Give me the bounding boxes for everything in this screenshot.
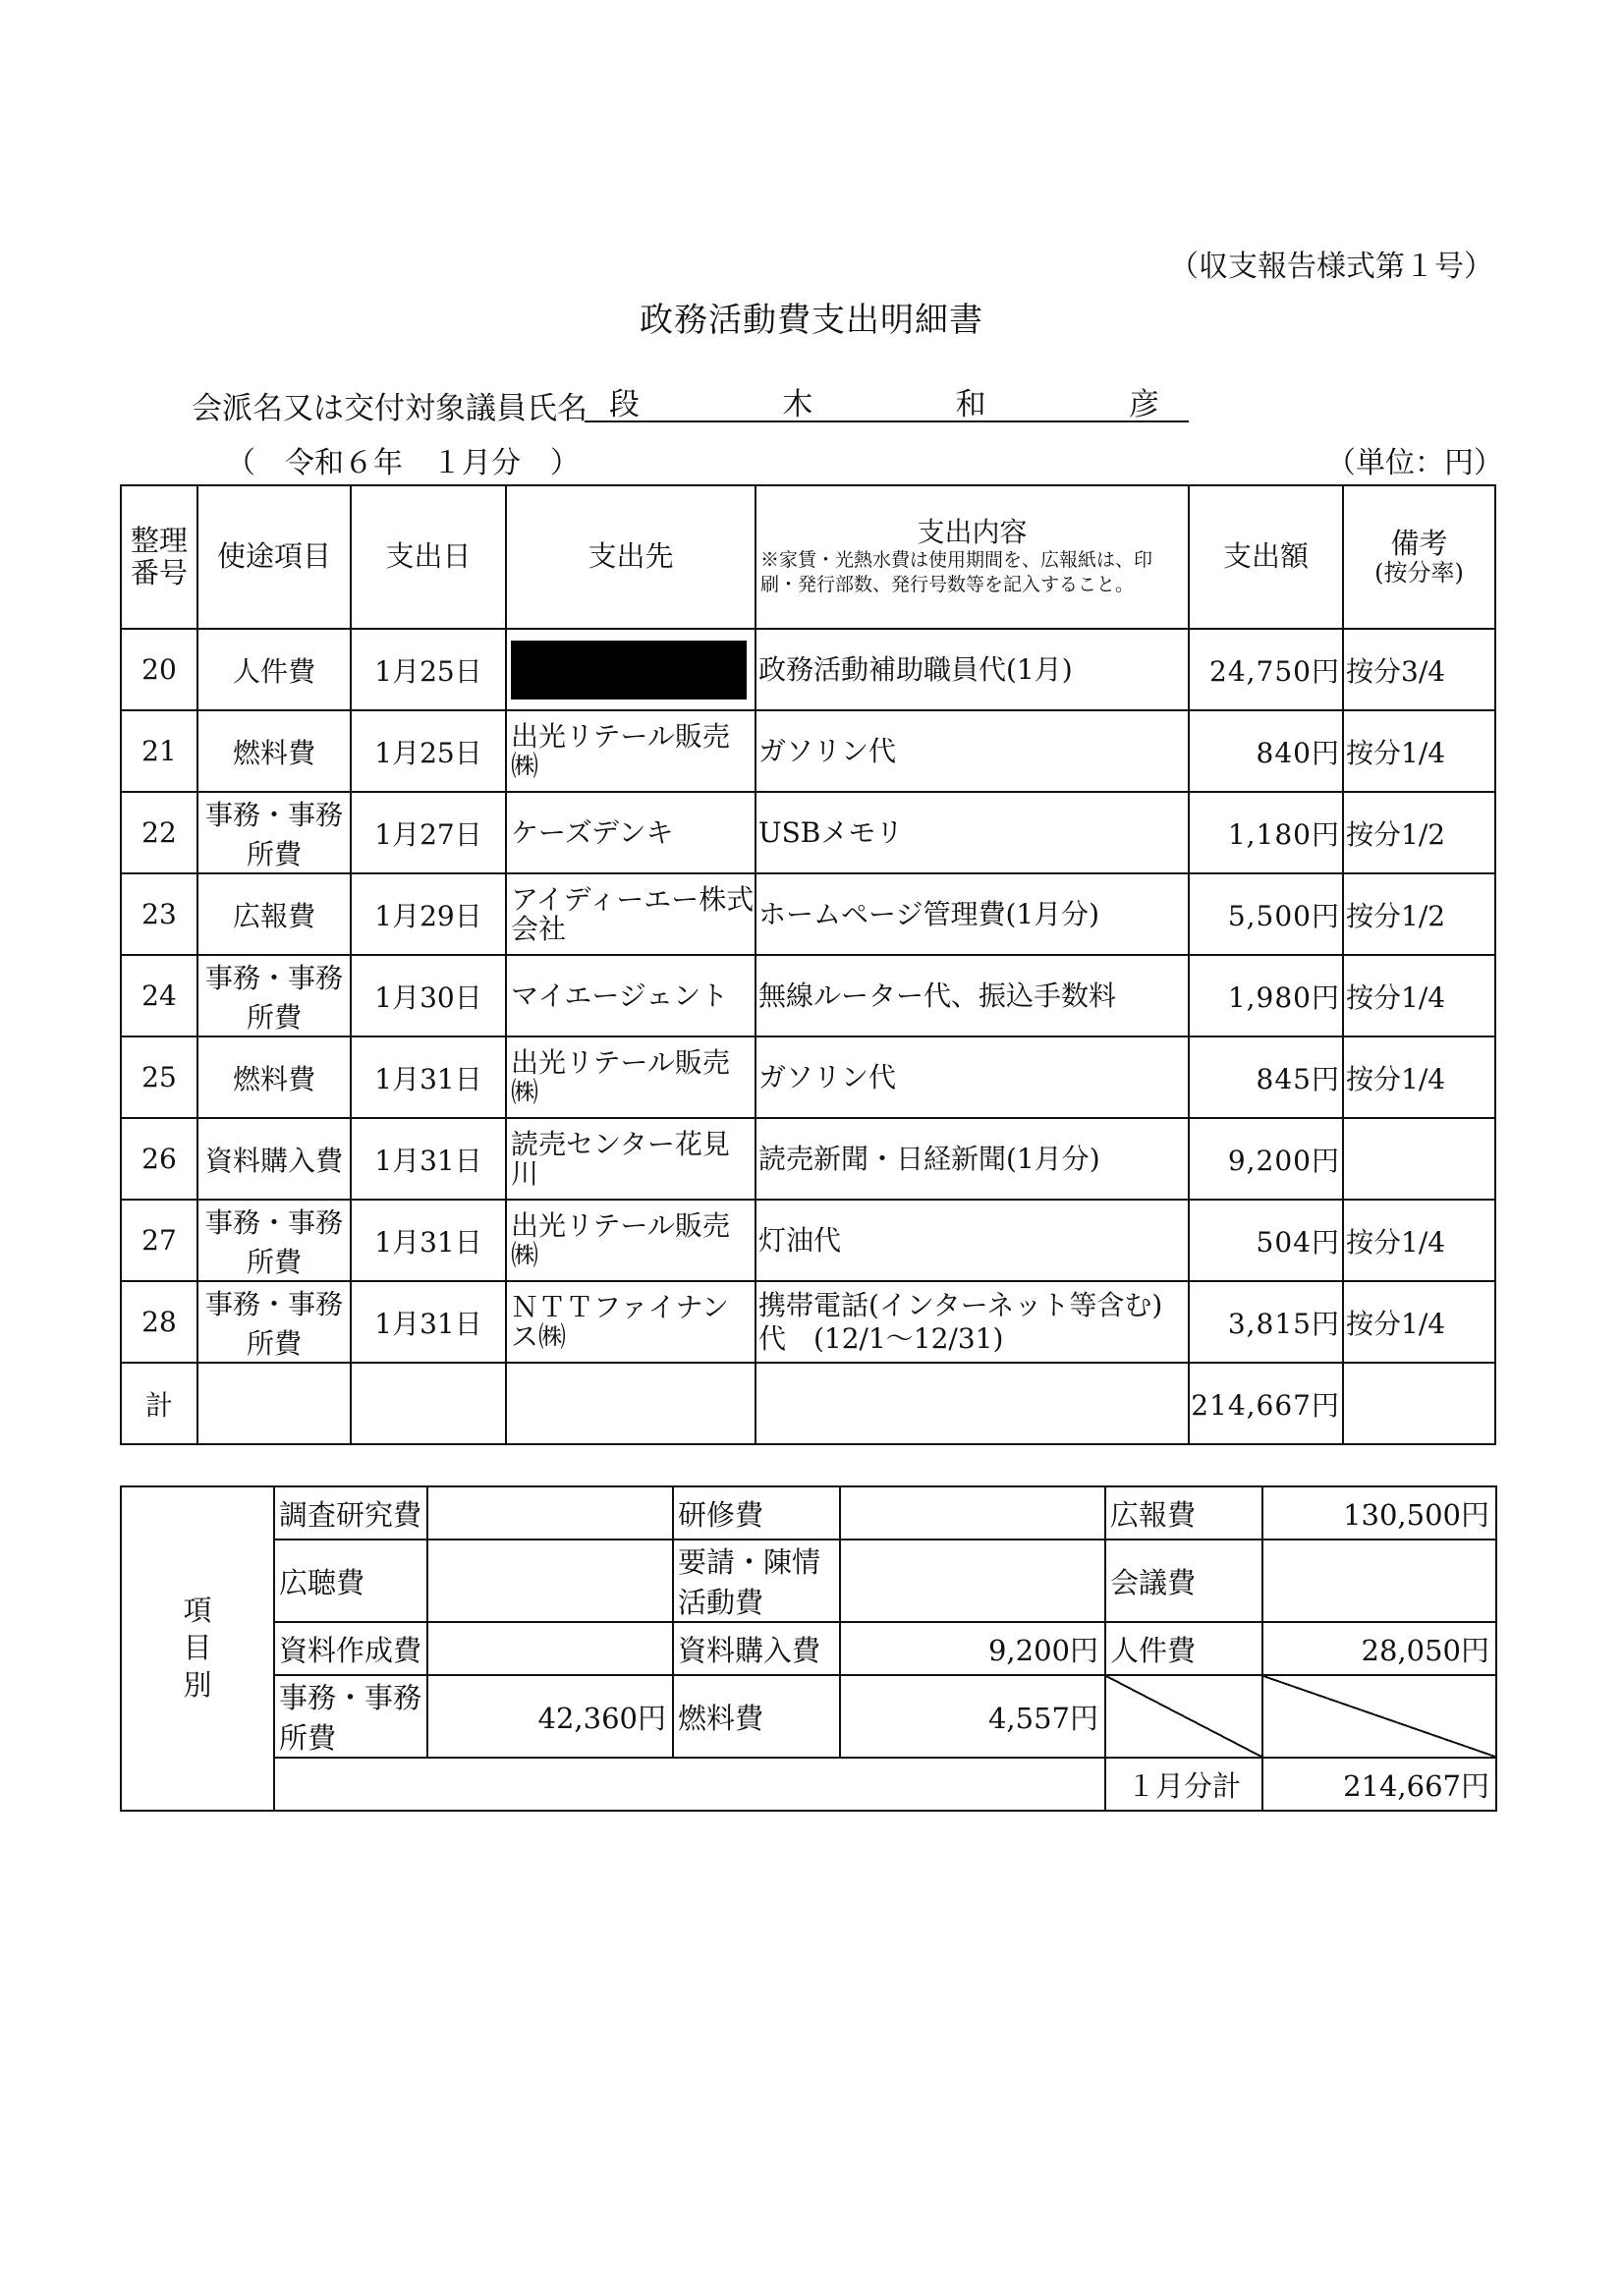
- row-description: 無線ルーター代、振込手数料: [756, 955, 1189, 1036]
- row-note: 按分1/2: [1343, 792, 1495, 873]
- summary-month-total-label: １月分計: [1105, 1758, 1262, 1811]
- row-amount: 5,500円: [1189, 873, 1343, 955]
- table-header-row: [121, 485, 1495, 629]
- member-name-char: 彦: [1128, 387, 1159, 422]
- row-item: 燃料費: [197, 1036, 351, 1118]
- total-empty: [1343, 1363, 1495, 1444]
- summary-label: 調査研究費: [274, 1486, 427, 1540]
- row-item: 事務・事務所費: [197, 1200, 351, 1281]
- row-item: 事務・事務所費: [197, 792, 351, 873]
- summary-row: [121, 1486, 1496, 1540]
- content-header-note: ※家賃・光熱水費は使用期間を、広報紙は、印刷・発行部数、発行号数等を記入すること。: [760, 549, 1153, 596]
- summary-diagonal-cell: [1105, 1675, 1262, 1758]
- summary-value: [840, 1486, 1105, 1540]
- table-row: [121, 1281, 1495, 1363]
- table-row: [121, 792, 1495, 873]
- summary-label: 事務・事務所費: [274, 1675, 427, 1758]
- row-note: [1343, 1118, 1495, 1200]
- row-payee: [506, 629, 756, 710]
- row-note: 按分1/4: [1343, 1200, 1495, 1281]
- row-number: 22: [121, 792, 197, 873]
- row-amount: 1,180円: [1189, 792, 1343, 873]
- row-item: 事務・事務所費: [197, 1281, 351, 1363]
- row-number: 20: [121, 629, 197, 710]
- row-payee: ＮＴＴファイナンス㈱: [506, 1281, 756, 1363]
- row-number: 21: [121, 710, 197, 792]
- summary-value: [840, 1540, 1105, 1622]
- row-payee: 読売センター花見川: [506, 1118, 756, 1200]
- row-description: ガソリン代: [756, 710, 1189, 792]
- summary-row: [121, 1540, 1496, 1622]
- report-period: （ 令和６年 １月分 ）: [226, 446, 580, 480]
- summary-label: 広聴費: [274, 1540, 427, 1622]
- page-title: 政務活動費支出明細書: [640, 301, 983, 340]
- row-description: 灯油代: [756, 1200, 1189, 1281]
- row-amount: 9,200円: [1189, 1118, 1343, 1200]
- summary-row: [121, 1622, 1496, 1675]
- member-name-char: 段: [609, 387, 640, 422]
- row-date: 1月31日: [351, 1036, 506, 1118]
- summary-heading: 項 目 別: [121, 1486, 274, 1811]
- table-row: [121, 1200, 1495, 1281]
- row-description: ガソリン代: [756, 1036, 1189, 1118]
- summary-value: 130,500円: [1262, 1486, 1496, 1540]
- form-number: （収支報告様式第１号）: [1169, 250, 1493, 284]
- row-date: 1月31日: [351, 1281, 506, 1363]
- col-header-content: [756, 485, 1189, 629]
- summary-month-total-value: 214,667円: [1262, 1758, 1496, 1811]
- row-note: 按分1/4: [1343, 955, 1495, 1036]
- summary-label: 要請・陳情活動費: [673, 1540, 840, 1622]
- row-number: 27: [121, 1200, 197, 1281]
- row-payee: 出光リテール販売㈱: [506, 1036, 756, 1118]
- total-label: 計: [121, 1363, 197, 1444]
- summary-row: [121, 1675, 1496, 1758]
- row-number: 24: [121, 955, 197, 1036]
- member-name-char: 木: [782, 387, 813, 422]
- row-note: 按分1/4: [1343, 1281, 1495, 1363]
- row-date: 1月31日: [351, 1200, 506, 1281]
- summary-row: [121, 1758, 1496, 1811]
- row-description: USBメモリ: [756, 792, 1189, 873]
- row-payee: 出光リテール販売㈱: [506, 710, 756, 792]
- total-amount: 214,667円: [1189, 1363, 1343, 1444]
- summary-value: 42,360円: [427, 1675, 673, 1758]
- summary-label: 燃料費: [673, 1675, 840, 1758]
- row-date: 1月29日: [351, 873, 506, 955]
- row-amount: 504円: [1189, 1200, 1343, 1281]
- row-description: 政務活動補助職員代(1月): [756, 629, 1189, 710]
- total-empty: [506, 1363, 756, 1444]
- summary-label: 広報費: [1105, 1486, 1262, 1540]
- summary-value: [427, 1486, 673, 1540]
- summary-label: 資料作成費: [274, 1622, 427, 1675]
- redaction-block: [511, 641, 747, 700]
- note-header-sub: (按分率): [1374, 558, 1464, 587]
- row-number: 23: [121, 873, 197, 955]
- row-payee: 出光リテール販売㈱: [506, 1200, 756, 1281]
- row-date: 1月31日: [351, 1118, 506, 1200]
- total-empty: [756, 1363, 1189, 1444]
- row-number: 26: [121, 1118, 197, 1200]
- col-header-note: [1343, 485, 1495, 629]
- summary-label: 資料購入費: [673, 1622, 840, 1675]
- summary-value: 4,557円: [840, 1675, 1105, 1758]
- row-description: 読売新聞・日経新聞(1月分): [756, 1118, 1189, 1200]
- member-name: [609, 379, 1159, 423]
- row-item: 資料購入費: [197, 1118, 351, 1200]
- row-item: 燃料費: [197, 710, 351, 792]
- row-note: 按分1/2: [1343, 873, 1495, 955]
- row-note: 按分1/4: [1343, 1036, 1495, 1118]
- row-payee: ケーズデンキ: [506, 792, 756, 873]
- row-date: 1月25日: [351, 710, 506, 792]
- col-header-no: 整理番号: [121, 485, 197, 629]
- row-note: 按分3/4: [1343, 629, 1495, 710]
- table-row: [121, 629, 1495, 710]
- col-header-payee: 支出先: [506, 485, 756, 629]
- table-row: [121, 1036, 1495, 1118]
- row-number: 28: [121, 1281, 197, 1363]
- table-row: [121, 955, 1495, 1036]
- row-amount: 1,980円: [1189, 955, 1343, 1036]
- total-empty: [197, 1363, 351, 1444]
- row-item: 広報費: [197, 873, 351, 955]
- summary-value: [427, 1622, 673, 1675]
- row-amount: 24,750円: [1189, 629, 1343, 710]
- row-amount: 840円: [1189, 710, 1343, 792]
- row-description: 携帯電話(インターネット等含む)代 (12/1～12/31): [756, 1281, 1189, 1363]
- row-description: ホームページ管理費(1月分): [756, 873, 1189, 955]
- row-payee: アイディーエー株式会社: [506, 873, 756, 955]
- unit-label: （単位：円）: [1326, 446, 1503, 480]
- member-label: 会派名又は交付対象議員氏名: [192, 391, 588, 426]
- col-header-date: 支出日: [351, 485, 506, 629]
- row-item: 事務・事務所費: [197, 955, 351, 1036]
- summary-value: [1262, 1540, 1496, 1622]
- summary-label: 研修費: [673, 1486, 840, 1540]
- table-row: [121, 710, 1495, 792]
- summary-empty: [274, 1758, 1105, 1811]
- table-row: [121, 873, 1495, 955]
- summary-value: 28,050円: [1262, 1622, 1496, 1675]
- row-payee: マイエージェント: [506, 955, 756, 1036]
- row-date: 1月27日: [351, 792, 506, 873]
- col-header-item: 使途項目: [197, 485, 351, 629]
- summary-value: [427, 1540, 673, 1622]
- row-date: 1月30日: [351, 955, 506, 1036]
- summary-label: 人件費: [1105, 1622, 1262, 1675]
- row-number: 25: [121, 1036, 197, 1118]
- total-row: [121, 1363, 1495, 1444]
- row-date: 1月25日: [351, 629, 506, 710]
- expense-table: [120, 484, 1496, 1445]
- summary-diagonal-cell: [1262, 1675, 1496, 1758]
- note-header-label: 備考: [1390, 526, 1448, 560]
- total-empty: [351, 1363, 506, 1444]
- summary-value: 9,200円: [840, 1622, 1105, 1675]
- member-name-char: 和: [955, 387, 986, 422]
- col-header-amount: 支出額: [1189, 485, 1343, 629]
- summary-label: 会議費: [1105, 1540, 1262, 1622]
- row-amount: 3,815円: [1189, 1281, 1343, 1363]
- category-summary-table: [120, 1485, 1497, 1812]
- content-header-label: 支出内容: [917, 516, 1028, 549]
- row-note: 按分1/4: [1343, 710, 1495, 792]
- table-row: [121, 1118, 1495, 1200]
- row-amount: 845円: [1189, 1036, 1343, 1118]
- row-item: 人件費: [197, 629, 351, 710]
